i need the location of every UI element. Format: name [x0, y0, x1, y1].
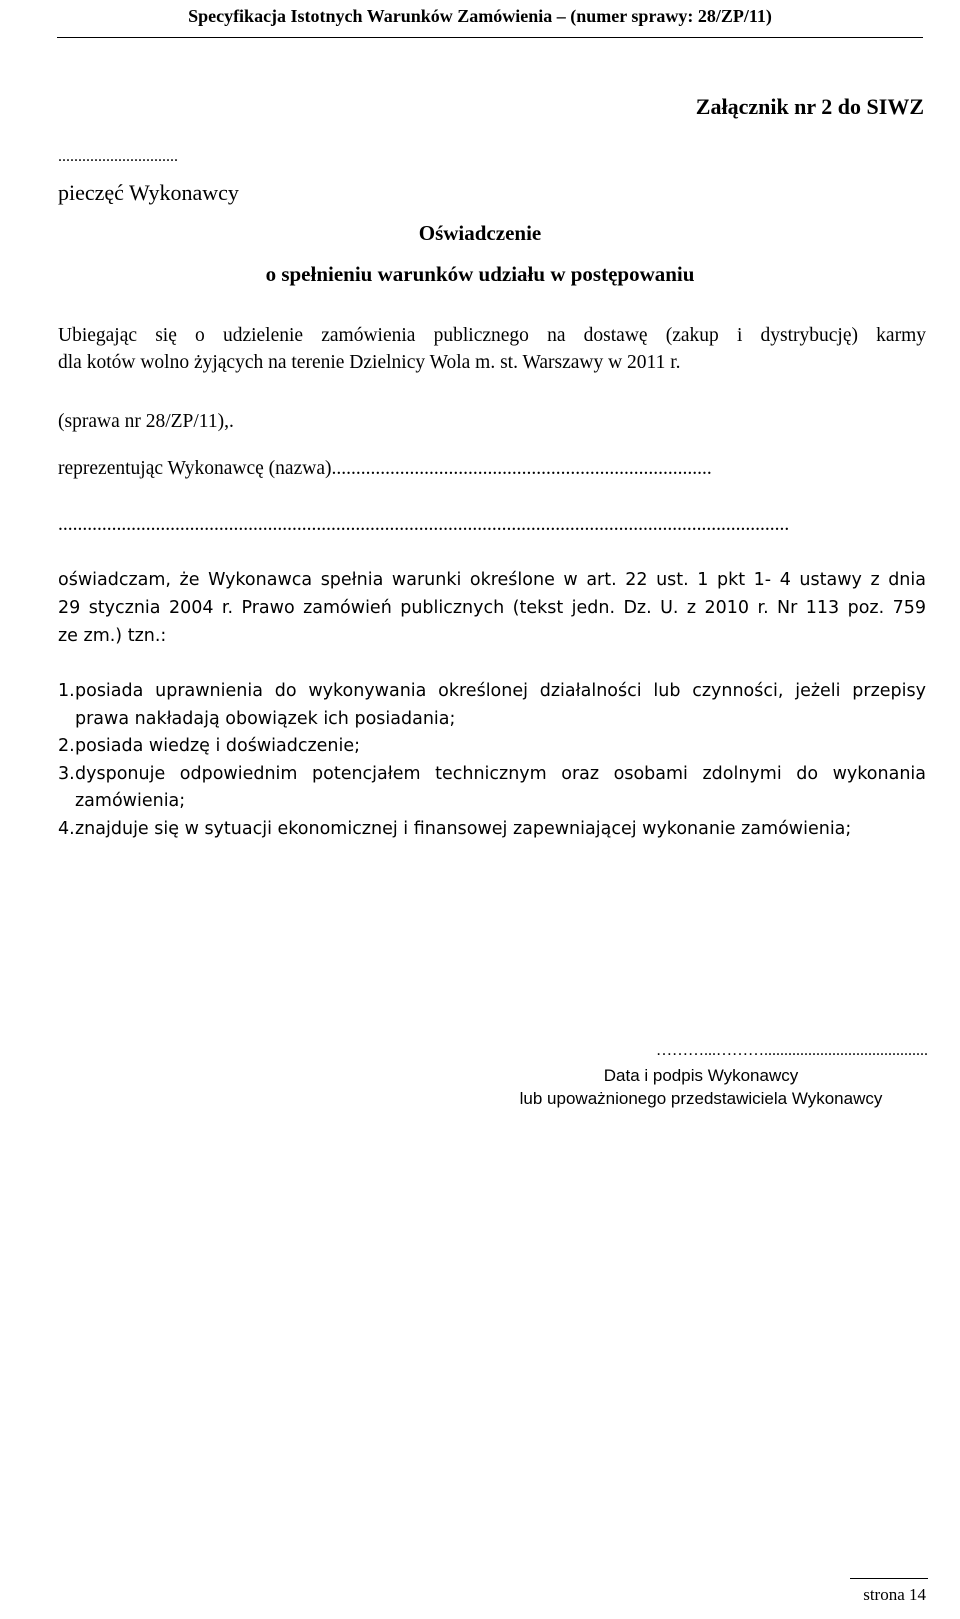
conditions-list: [58, 678, 926, 843]
signature-caption-line-2: lub upoważnionego przedstawiciela Wykonawcy: [519, 1089, 883, 1108]
footer-divider: [850, 1578, 928, 1579]
statement-line-3: ze zm.) tzn.:: [58, 626, 167, 646]
stamp-dots: ..............................: [58, 148, 178, 165]
contractor-name-dots: ......................................................................................................................................................: [58, 514, 790, 535]
header-divider: [57, 37, 923, 38]
statement-line-2: 29 stycznia 2004 r. Prawo zamówień publicznych (tekst jedn. Dz. U. z 2010 r. Nr 113 poz. 759: [58, 598, 926, 618]
list-item-number: 4.: [58, 818, 75, 839]
signature-caption-line-1: Data i podpis Wykonawcy: [603, 1066, 799, 1085]
list-item: [58, 816, 926, 844]
intro-line-2: dla kotów wolno żyjących na terenie Dzielnicy Wola m. st. Warszawy w 2011 r.: [58, 352, 681, 373]
case-number: (sprawa nr 28/ZP/11),.: [58, 411, 234, 432]
statement-line-1: oświadczam, że Wykonawca spełnia warunki określone w art. 22 ust. 1 pkt 1- 4 ustawy z dnia: [58, 570, 926, 590]
page-number: strona 14: [863, 1585, 926, 1604]
list-item-text: posiada wiedzę i doświadczenie;: [75, 736, 361, 756]
stamp-label: pieczęć Wykonawcy: [58, 180, 239, 205]
list-item-number: 1.: [58, 681, 75, 701]
list-item-number: 3.: [58, 763, 75, 784]
intro-line-1: Ubiegając się o udzielenie zamówienia publicznego na dostawę (zakup i dystrybucję) karmy: [58, 325, 926, 346]
document-subtitle: o spełnieniu warunków udziału w postępowaniu: [265, 262, 695, 286]
signature-dots: ………...……….........................................: [656, 1042, 928, 1059]
list-item-number: 2.: [58, 736, 75, 756]
statement-paragraph: [58, 566, 926, 650]
document-title: Oświadczenie: [418, 221, 542, 245]
contractor-name-field: reprezentując Wykonawcę (nazwa)..............................................................................: [58, 458, 712, 479]
list-item-text: dysponuje odpowiednim potencjałem technicznym oraz osobami zdolnymi do wykonania zamówienia;: [75, 763, 926, 811]
list-item: [58, 678, 926, 733]
list-item-text: znajduje się w sytuacji ekonomicznej i finansowej zapewniającej wykonanie zamówienia;: [75, 818, 852, 839]
list-item-text: posiada uprawnienia do wykonywania określonej działalności lub czynności, jeżeli przepisy prawa nakładają obowiązek ich posiadania;: [75, 681, 926, 729]
list-item: [58, 761, 926, 816]
intro-paragraph: [58, 322, 926, 376]
list-item: [58, 733, 926, 761]
attachment-label: Załącznik nr 2 do SIWZ: [695, 94, 924, 119]
document-header: Specyfikacja Istotnych Warunków Zamówienia – (numer sprawy: 28/ZP/11): [188, 6, 772, 26]
